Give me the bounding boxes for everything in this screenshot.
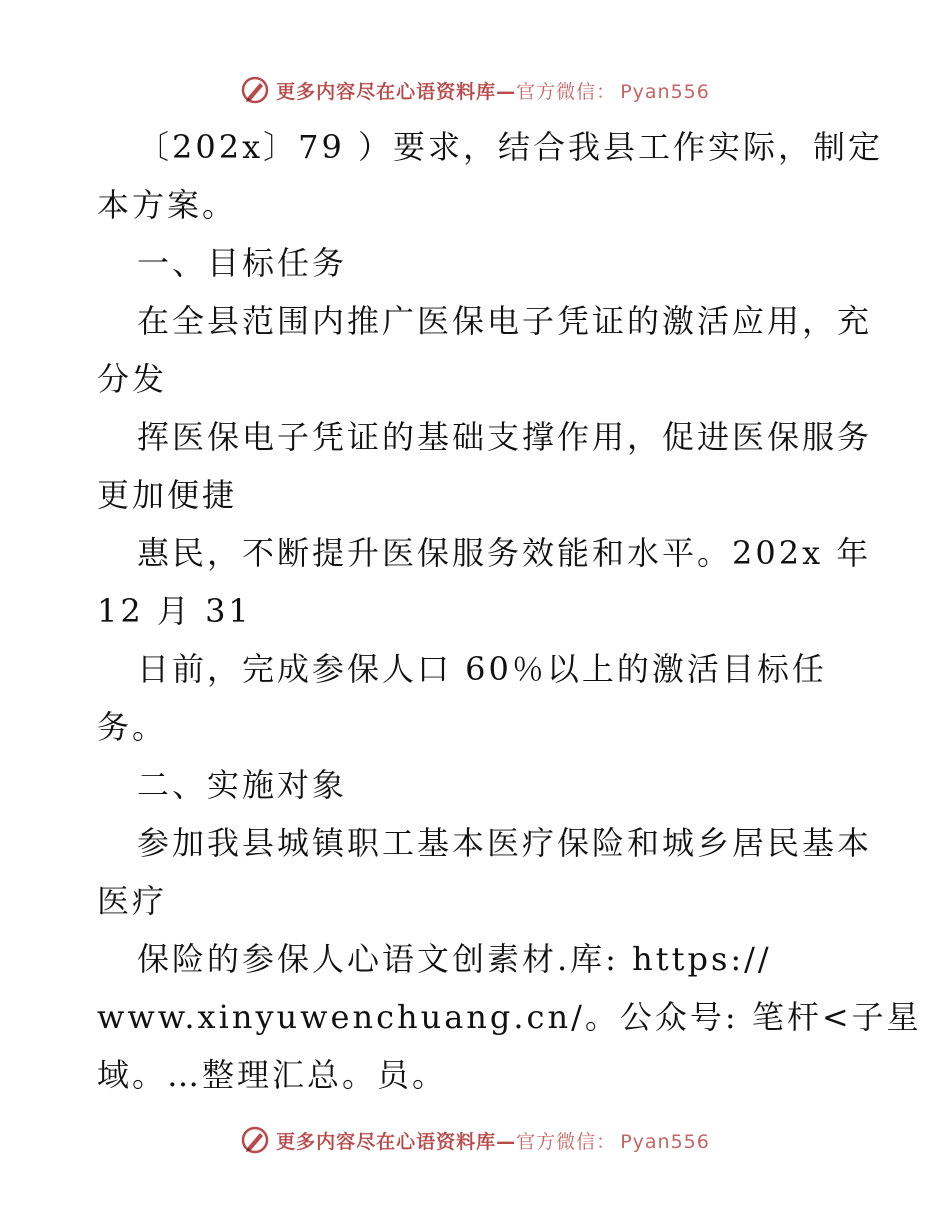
pen-logo-icon bbox=[240, 75, 270, 105]
body-text-line: 在全县范围内推广医保电子凭证的激活应用，充 bbox=[137, 302, 873, 340]
body-text-line: 保险的参保人心语文创素材.库: https:// bbox=[137, 940, 772, 978]
body-text-line: 分发 bbox=[97, 360, 168, 398]
body-text-line: 惠民，不断提升医保服务效能和水平。202x 年 bbox=[137, 534, 872, 572]
body-text-line: 12 月 31 bbox=[97, 592, 252, 630]
watermark-content bbox=[240, 1125, 710, 1155]
pen-logo-icon bbox=[240, 1125, 270, 1155]
body-text-line: 更加便捷 bbox=[97, 476, 238, 514]
body-text-line: 医疗 bbox=[97, 882, 168, 920]
watermark-text: 更多内容尽在心语资料库—官方微信： Pyan556 bbox=[276, 80, 710, 103]
section-heading: 一、目标任务 bbox=[137, 244, 348, 282]
watermark-banner-bottom bbox=[0, 1120, 950, 1160]
body-text-line: 域。…整理汇总。员。 bbox=[97, 1056, 448, 1094]
body-text-line: 本方案。 bbox=[97, 186, 238, 224]
watermark-text: 更多内容尽在心语资料库—官方微信： Pyan556 bbox=[276, 1130, 710, 1153]
body-text-line: 日前，完成参保人口 60％以上的激活目标任 bbox=[137, 650, 827, 688]
body-text-line: www.xinyuwenchuang.cn/。公众号: 笔杆<子星 bbox=[97, 998, 922, 1036]
body-text-line: 〔202x〕79 ）要求，结合我县工作实际，制定 bbox=[137, 128, 884, 166]
body-text-line: 挥医保电子凭证的基础支撑作用，促进医保服务 bbox=[137, 418, 873, 456]
watermark-content bbox=[240, 75, 710, 105]
watermark-banner-top bbox=[0, 70, 950, 110]
body-text-line: 参加我县城镇职工基本医疗保险和城乡居民基本 bbox=[137, 824, 873, 862]
section-heading: 二、实施对象 bbox=[137, 766, 348, 804]
body-text-line: 务。 bbox=[97, 708, 168, 746]
